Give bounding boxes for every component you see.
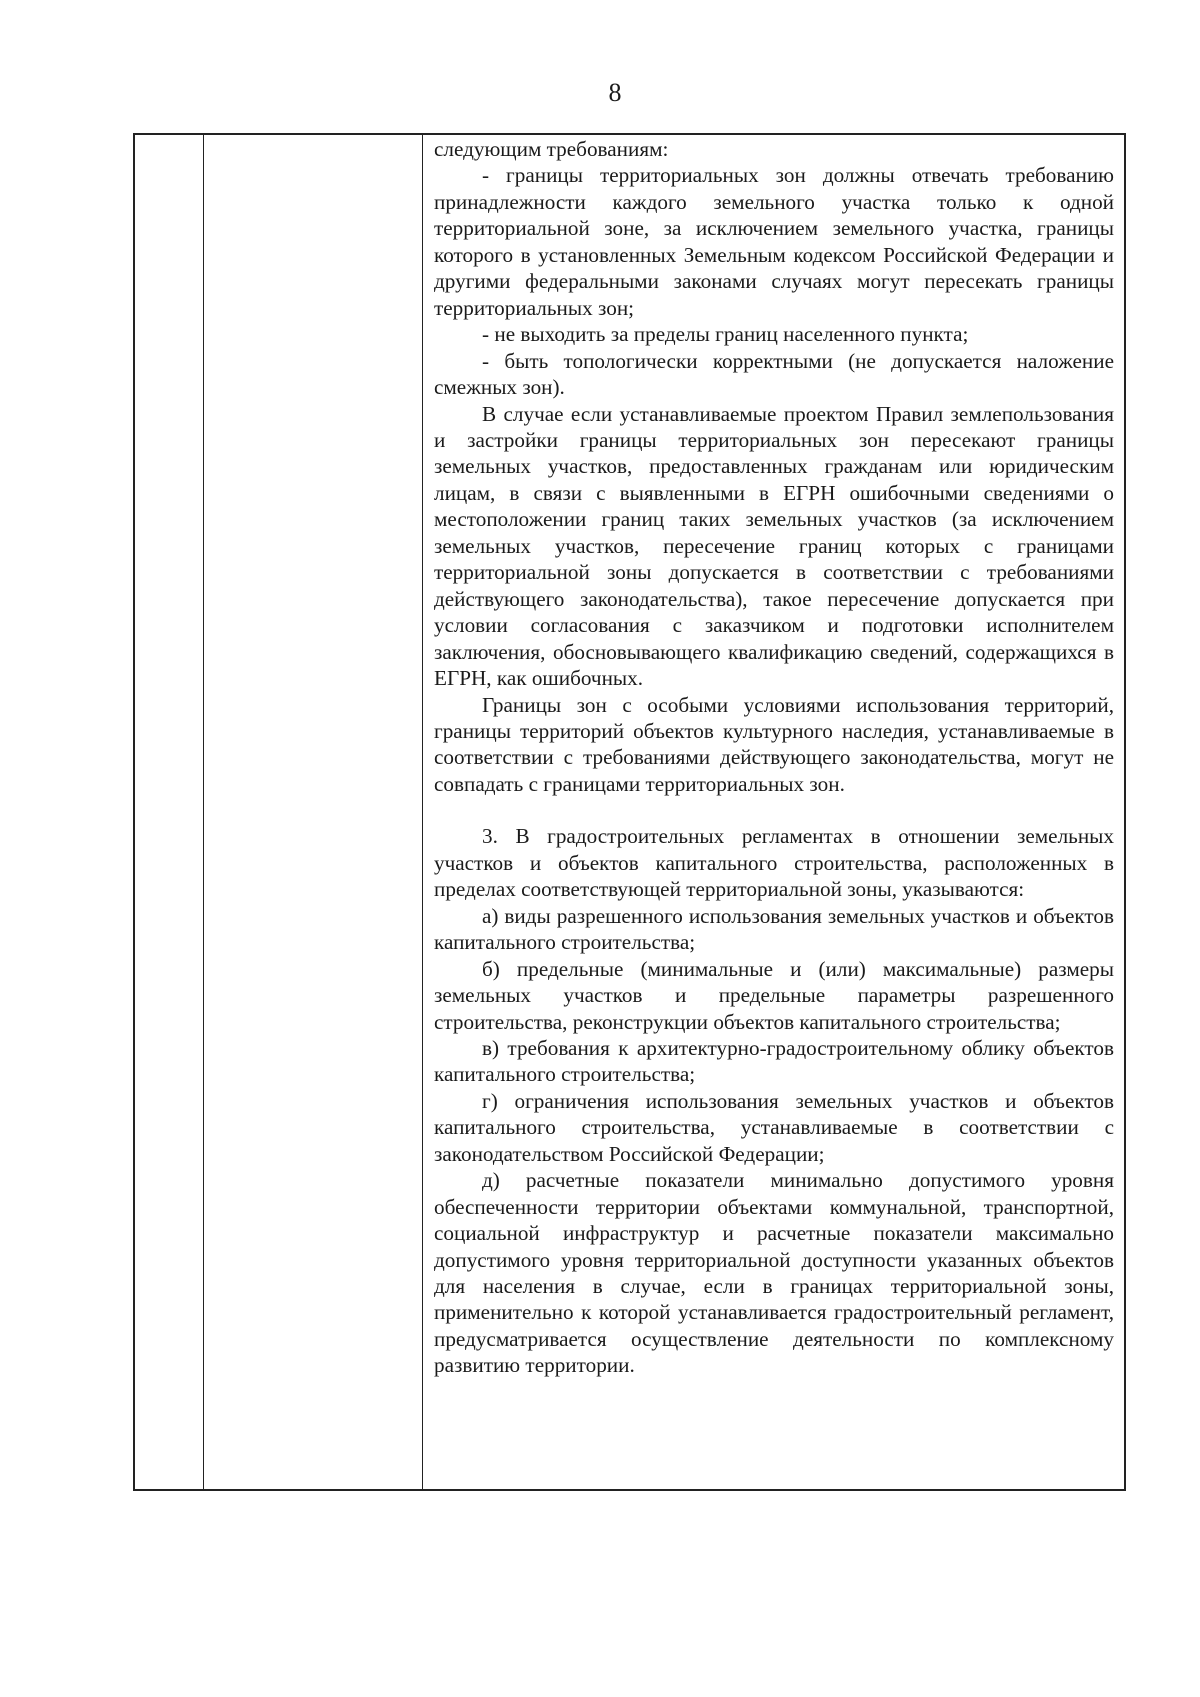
table-column-divider-1 bbox=[203, 135, 204, 1489]
paragraph-intro: следующим требованиям: bbox=[434, 137, 669, 161]
paragraph-special-zones: Границы зон с особыми условиями использования территорий, границы территорий объектов культурного наследия, устанавливаемые в соответствии с требованиями действующего законодательства, могут не совпадать с границами территориальных зон. bbox=[434, 692, 1114, 796]
paragraph-requirement-single-zone: - границы территориальных зон должны отвечать требованию принадлежности каждого земельного участка только к одной территориальной зоне, за исключением земельного участка, границы которого в установленных Земельным кодексом Российской Федерации и другими федеральными законами случаях могут пересекать границы территориальных зон; bbox=[434, 163, 1114, 320]
table-column-divider-2 bbox=[422, 135, 423, 1489]
page-number: 8 bbox=[608, 78, 622, 107]
table-text-cell bbox=[434, 136, 1114, 1379]
list-item-b: б) предельные (минимальные и (или) максимальные) размеры земельных участков и предельные параметры разрешенного строительства, реконструкции объектов капитального строительства; bbox=[434, 956, 1114, 1034]
document-table bbox=[133, 133, 1126, 1491]
paragraph-requirement-settlement-bounds: - не выходить за пределы границ населенного пункта; bbox=[482, 322, 969, 347]
list-item-g: г) ограничения использования земельных участков и объектов капитального строительства, устанавливаемые в соответствии с законодательством Российской Федерации; bbox=[434, 1088, 1114, 1166]
paragraph-requirement-topology: - быть топологически корректными (не допускается наложение смежных зон). bbox=[434, 348, 1114, 400]
list-item-a: а) виды разрешенного использования земельных участков и объектов капитального строительства; bbox=[434, 903, 1114, 955]
paragraph-egrn-intersection: В случае если устанавливаемые проектом Правил землепользования и застройки границы территориальных зон пересекают границы земельных участков, предоставленных гражданам или юридическим лицам, в связи с выявленными в ЕГРН ошибочными сведениями о местоположении границ таких земельных участков (за исключением земельных участков, пересечение границ которых с границами территориальной зоны допускается в соответствии с требованиями действующего законодательства), такое пересечение допускается при условии согласования с заказчиком и подготовки исполнителем заключения, обосновывающего квалификацию сведений, содержащихся в ЕГРН, как ошибочных. bbox=[434, 401, 1114, 691]
paragraph-section-3: 3. В градостроительных регламентах в отношении земельных участков и объектов капитального строительства, расположенных в пределах соответствующей территориальной зоны, указываются: bbox=[434, 824, 1114, 902]
list-item-v: в) требования к архитектурно-градостроительному облику объектов капитального строительства; bbox=[434, 1035, 1114, 1087]
list-item-d: д) расчетные показатели минимально допустимого уровня обеспеченности территории объектами коммунальной, транспортной, социальной инфраструктур и расчетные показатели максимально допустимого уровня территориальной доступности указанных объектов для населения в случае, если в границах территориальной зоны, применительно к которой устанавливается градостроительный регламент, предусматривается осуществление деятельности по комплексному развитию территории. bbox=[434, 1168, 1114, 1378]
